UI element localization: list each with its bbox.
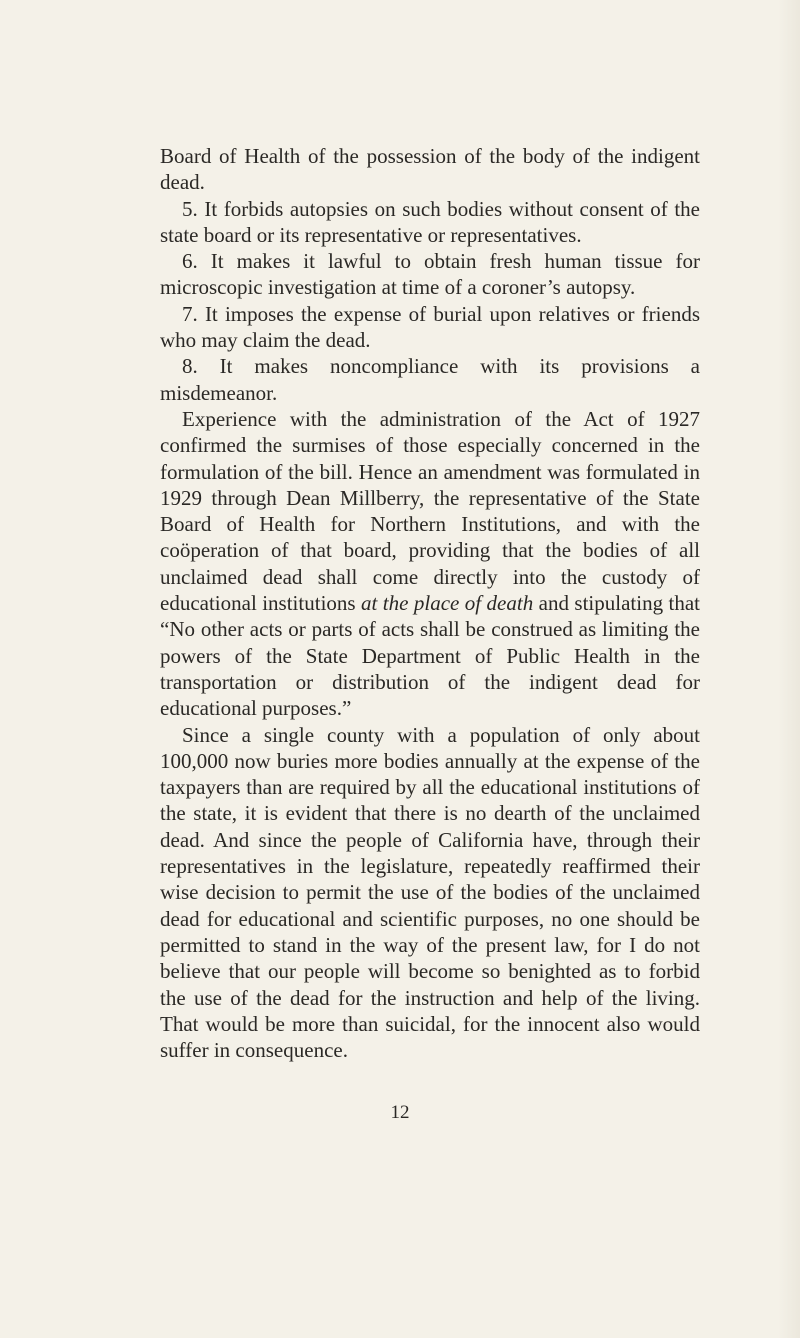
- experience-text-end: and stipulating that “No other acts or parts of acts shall be construed as limiting the powers of the State Department of Public Health in the transportation or distribution of the indigent dead for educational purposes.”: [160, 591, 700, 721]
- paragraph-item-7: 7. It imposes the expense of burial upon relatives or friends who may claim the dead.: [160, 301, 700, 353]
- body-text: [160, 143, 700, 1063]
- paragraph-experience: [160, 406, 700, 722]
- page-number: 12: [390, 1102, 410, 1123]
- experience-italic-phrase: at the place of death: [361, 591, 534, 616]
- paragraph-item-6: 6. It makes it lawful to obtain fresh human tissue for microscopic investigation at time of a coroner’s autopsy.: [160, 249, 700, 300]
- paragraph-since: Since a single county with a population of only about 100,000 now buries more bodies annually at the expense of the taxpayers than are required by all the educational institutions of the state, it is evident that there is no dearth of the unclaimed dead. And since the people of California have, through their representatives in the legislature, repeatedly reaffirmed their wise decision to permit the use of the bodies of the unclaimed dead for educational and scientific purposes, no one should be permitted to stand in the way of the present law, for I do not believe that our people will become so benighted as to forbid the use of the dead for the instruction and help of the living. That would be more than suicidal, for the innocent also would suffer in consequence.: [160, 722, 700, 1063]
- paragraph-item-5: 5. It forbids autopsies on such bodies without consent of the state board or its representative or representatives.: [160, 196, 700, 247]
- paragraph-item-8: 8. It makes noncompliance with its provisions a misdemeanor.: [160, 354, 700, 405]
- experience-text-start: Experience with the administration of the Act of 1927 confirmed the surmises of those especially concerned in the formulation of the bill. Hence an amendment was formulated in 1929 through Dean Millberry, the representative of the State Board of Health for Northern Institutions, and with the coöperation of that board, providing that the bodies of all unclaimed dead shall come directly into the custody of educational institutions: [160, 406, 700, 616]
- page-edge-shadow: [778, 0, 800, 1338]
- paragraph-continuation: Board of Health of the possession of the body of the indigent dead.: [160, 144, 700, 195]
